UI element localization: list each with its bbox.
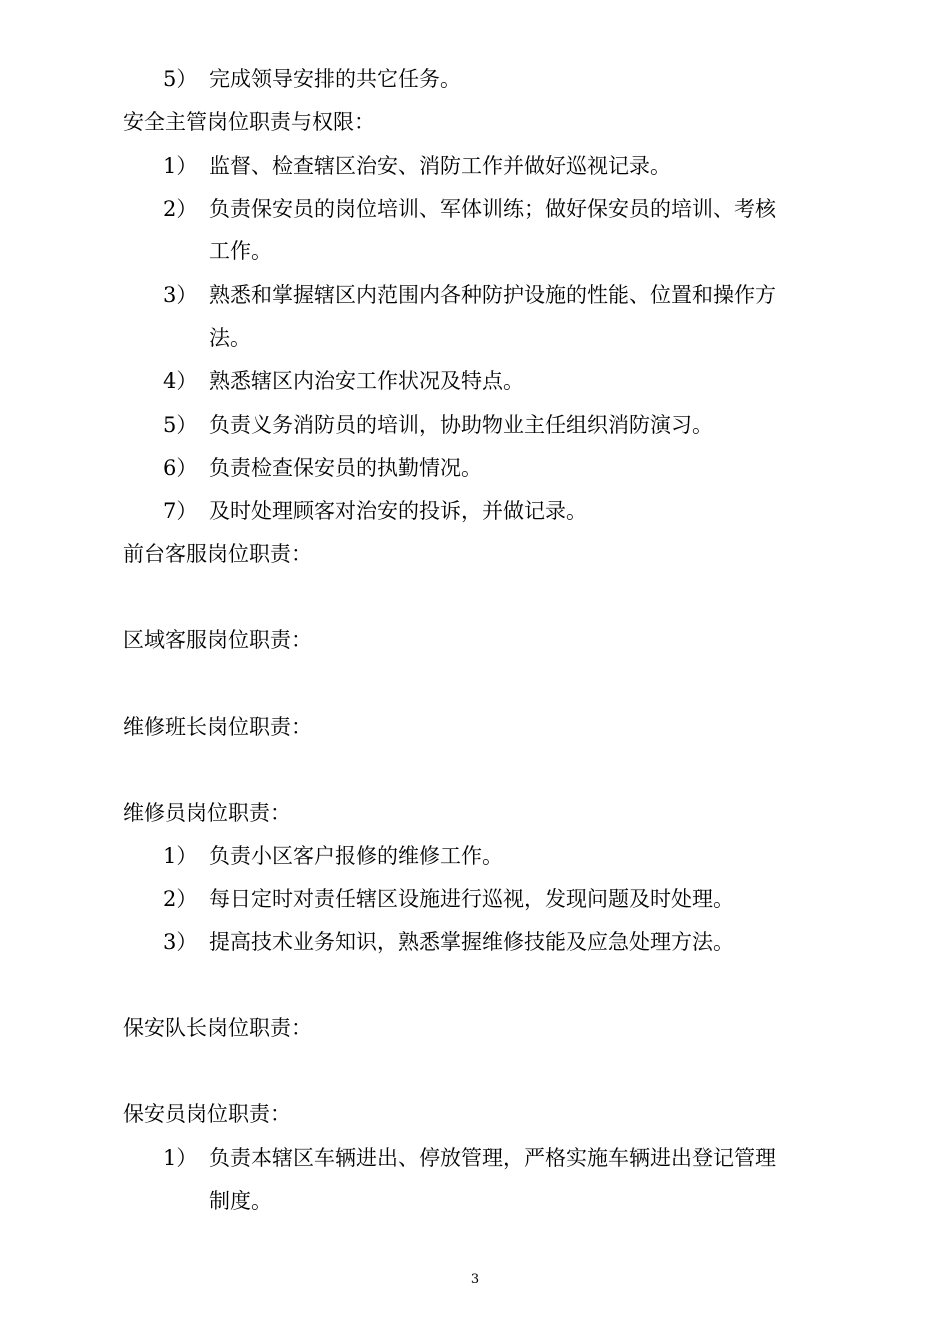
list-item: [163, 496, 587, 526]
list-item: [163, 366, 524, 396]
item-number: 3）: [163, 930, 198, 954]
section-heading-area-service: 区域客服岗位职责：: [123, 628, 312, 652]
item-number: 6）: [163, 456, 198, 480]
section-heading-security-guard: 保安员岗位职责：: [123, 1102, 291, 1126]
list-item: [163, 280, 776, 310]
item-text-continuation: 工作。: [209, 239, 272, 263]
item-number: 3）: [163, 283, 198, 307]
item-number: 7）: [163, 499, 198, 523]
section-heading-security-captain: 保安队长岗位职责：: [123, 1016, 312, 1040]
item-text: 提高技术业务知识，熟悉掌握维修技能及应急处理方法。: [209, 930, 734, 954]
item-number: 5）: [163, 67, 198, 91]
list-item: [163, 884, 734, 914]
item-text: 负责义务消防员的培训，协助物业主任组织消防演习。: [209, 413, 713, 437]
list-item: [163, 410, 713, 440]
list-item: [163, 453, 482, 483]
item-number: 5）: [163, 413, 198, 437]
page-number: 3: [470, 1272, 480, 1287]
list-item: [163, 151, 671, 181]
item-text: 负责小区客户报修的维修工作。: [209, 844, 503, 868]
item-number: 1）: [163, 1146, 198, 1170]
item-number: 2）: [163, 887, 198, 911]
section-heading-maintenance-staff: 维修员岗位职责：: [123, 801, 291, 825]
item-text: 每日定时对责任辖区设施进行巡视，发现问题及时处理。: [209, 887, 734, 911]
item-text: 监督、检查辖区治安、消防工作并做好巡视记录。: [209, 154, 671, 178]
item-number: 1）: [163, 154, 198, 178]
item-text-continuation: 法。: [209, 326, 251, 350]
section-heading-maintenance-leader: 维修班长岗位职责：: [123, 715, 312, 739]
list-item: [163, 841, 503, 871]
list-item: [163, 194, 776, 224]
item-number: 4）: [163, 369, 198, 393]
list-item: [163, 64, 461, 94]
section-heading-safety-supervisor: 安全主管岗位职责与权限：: [123, 110, 375, 134]
item-text: 负责本辖区车辆进出、停放管理，严格实施车辆进出登记管理: [209, 1146, 776, 1170]
item-text-continuation: 制度。: [209, 1189, 272, 1213]
item-text: 负责保安员的岗位培训、军体训练；做好保安员的培训、考核: [209, 197, 776, 221]
list-item: [163, 1143, 776, 1173]
item-text: 负责检查保安员的执勤情况。: [209, 456, 482, 480]
section-heading-front-desk: 前台客服岗位职责：: [123, 542, 312, 566]
item-text: 及时处理顾客对治安的投诉，并做记录。: [209, 499, 587, 523]
item-text: 完成领导安排的共它任务。: [209, 67, 461, 91]
item-text: 熟悉辖区内治安工作状况及特点。: [209, 369, 524, 393]
item-number: 1）: [163, 844, 198, 868]
item-text: 熟悉和掌握辖区内范围内各种防护设施的性能、位置和操作方: [209, 283, 776, 307]
item-number: 2）: [163, 197, 198, 221]
list-item: [163, 927, 734, 957]
